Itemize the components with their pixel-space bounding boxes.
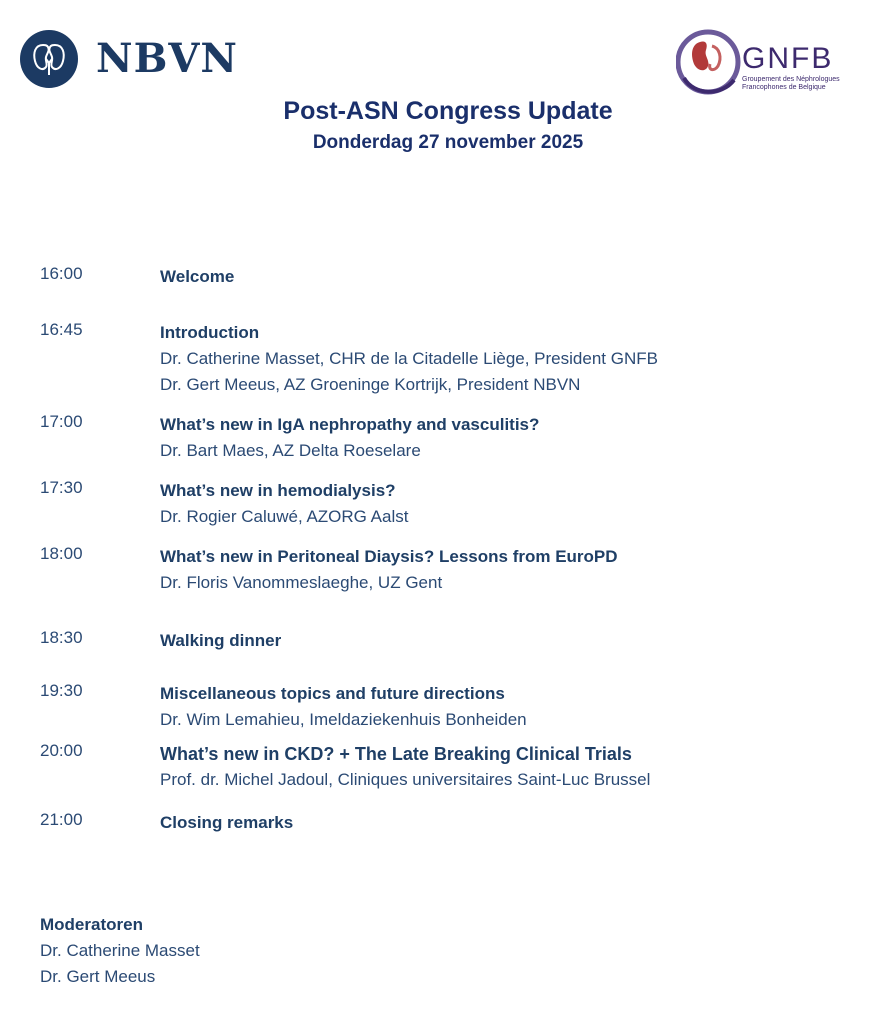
moderator-name: Dr. Catherine Masset [40,941,200,960]
session-time: 20:00 [40,741,83,760]
session-speaker: Dr. Bart Maes, AZ Delta Roeselare [160,441,421,460]
session-title: What’s new in IgA nephropathy and vasculitis? [160,415,540,434]
session-speaker: Dr. Wim Lemahieu, Imeldaziekenhuis Bonheiden [160,710,527,729]
session-time: 18:30 [40,628,83,647]
page-title: Post-ASN Congress Update [283,97,613,125]
session-time: 16:00 [40,264,83,283]
session-title: Introduction [160,323,260,342]
session-speaker: Dr. Floris Vanommeslaeghe, UZ Gent [160,573,443,592]
event-date: Donderdag 27 november 2025 [312,132,584,153]
session-title: Welcome [160,267,235,286]
session-time: 17:00 [40,412,83,431]
session-time: 18:00 [40,544,83,563]
gnfb-logo-text: GNFB [742,42,834,75]
gnfb-logo-subtext: Groupement des Néphrologues Francophones de Belgique [742,76,840,91]
nbvn-logo [20,30,238,88]
session-title: What’s new in CKD? + The Late Breaking Clinical Trials [160,744,632,764]
session-title: What’s new in hemodialysis? [160,481,396,500]
session-time: 19:30 [40,681,83,700]
moderators-title: Moderatoren [40,915,143,934]
session-title: Walking dinner [160,631,282,650]
nbvn-logo-text: NBVN [96,35,238,82]
session-speaker: Dr. Catherine Masset, CHR de la Citadelle Liège, President GNFB [160,349,658,368]
gnfb-logo [676,28,846,98]
session-speaker: Prof. dr. Michel Jadoul, Cliniques universitaires Saint-Luc Brussel [160,770,651,789]
session-title: What’s new in Peritoneal Diaysis? Lessons from EuroPD [160,547,618,566]
session-title: Miscellaneous topics and future directions [160,684,505,703]
session-time: 17:30 [40,478,83,497]
moderators-section [40,912,200,990]
session-time: 21:00 [40,810,83,829]
session-speaker: Dr. Gert Meeus, AZ Groeninge Kortrijk, President NBVN [160,375,581,394]
moderator-name: Dr. Gert Meeus [40,967,156,986]
session-title: Closing remarks [160,813,294,832]
kidney-icon [20,30,78,88]
session-speaker: Dr. Rogier Caluwé, AZORG Aalst [160,507,409,526]
session-time: 16:45 [40,320,83,339]
gnfb-emblem-icon [676,28,746,98]
